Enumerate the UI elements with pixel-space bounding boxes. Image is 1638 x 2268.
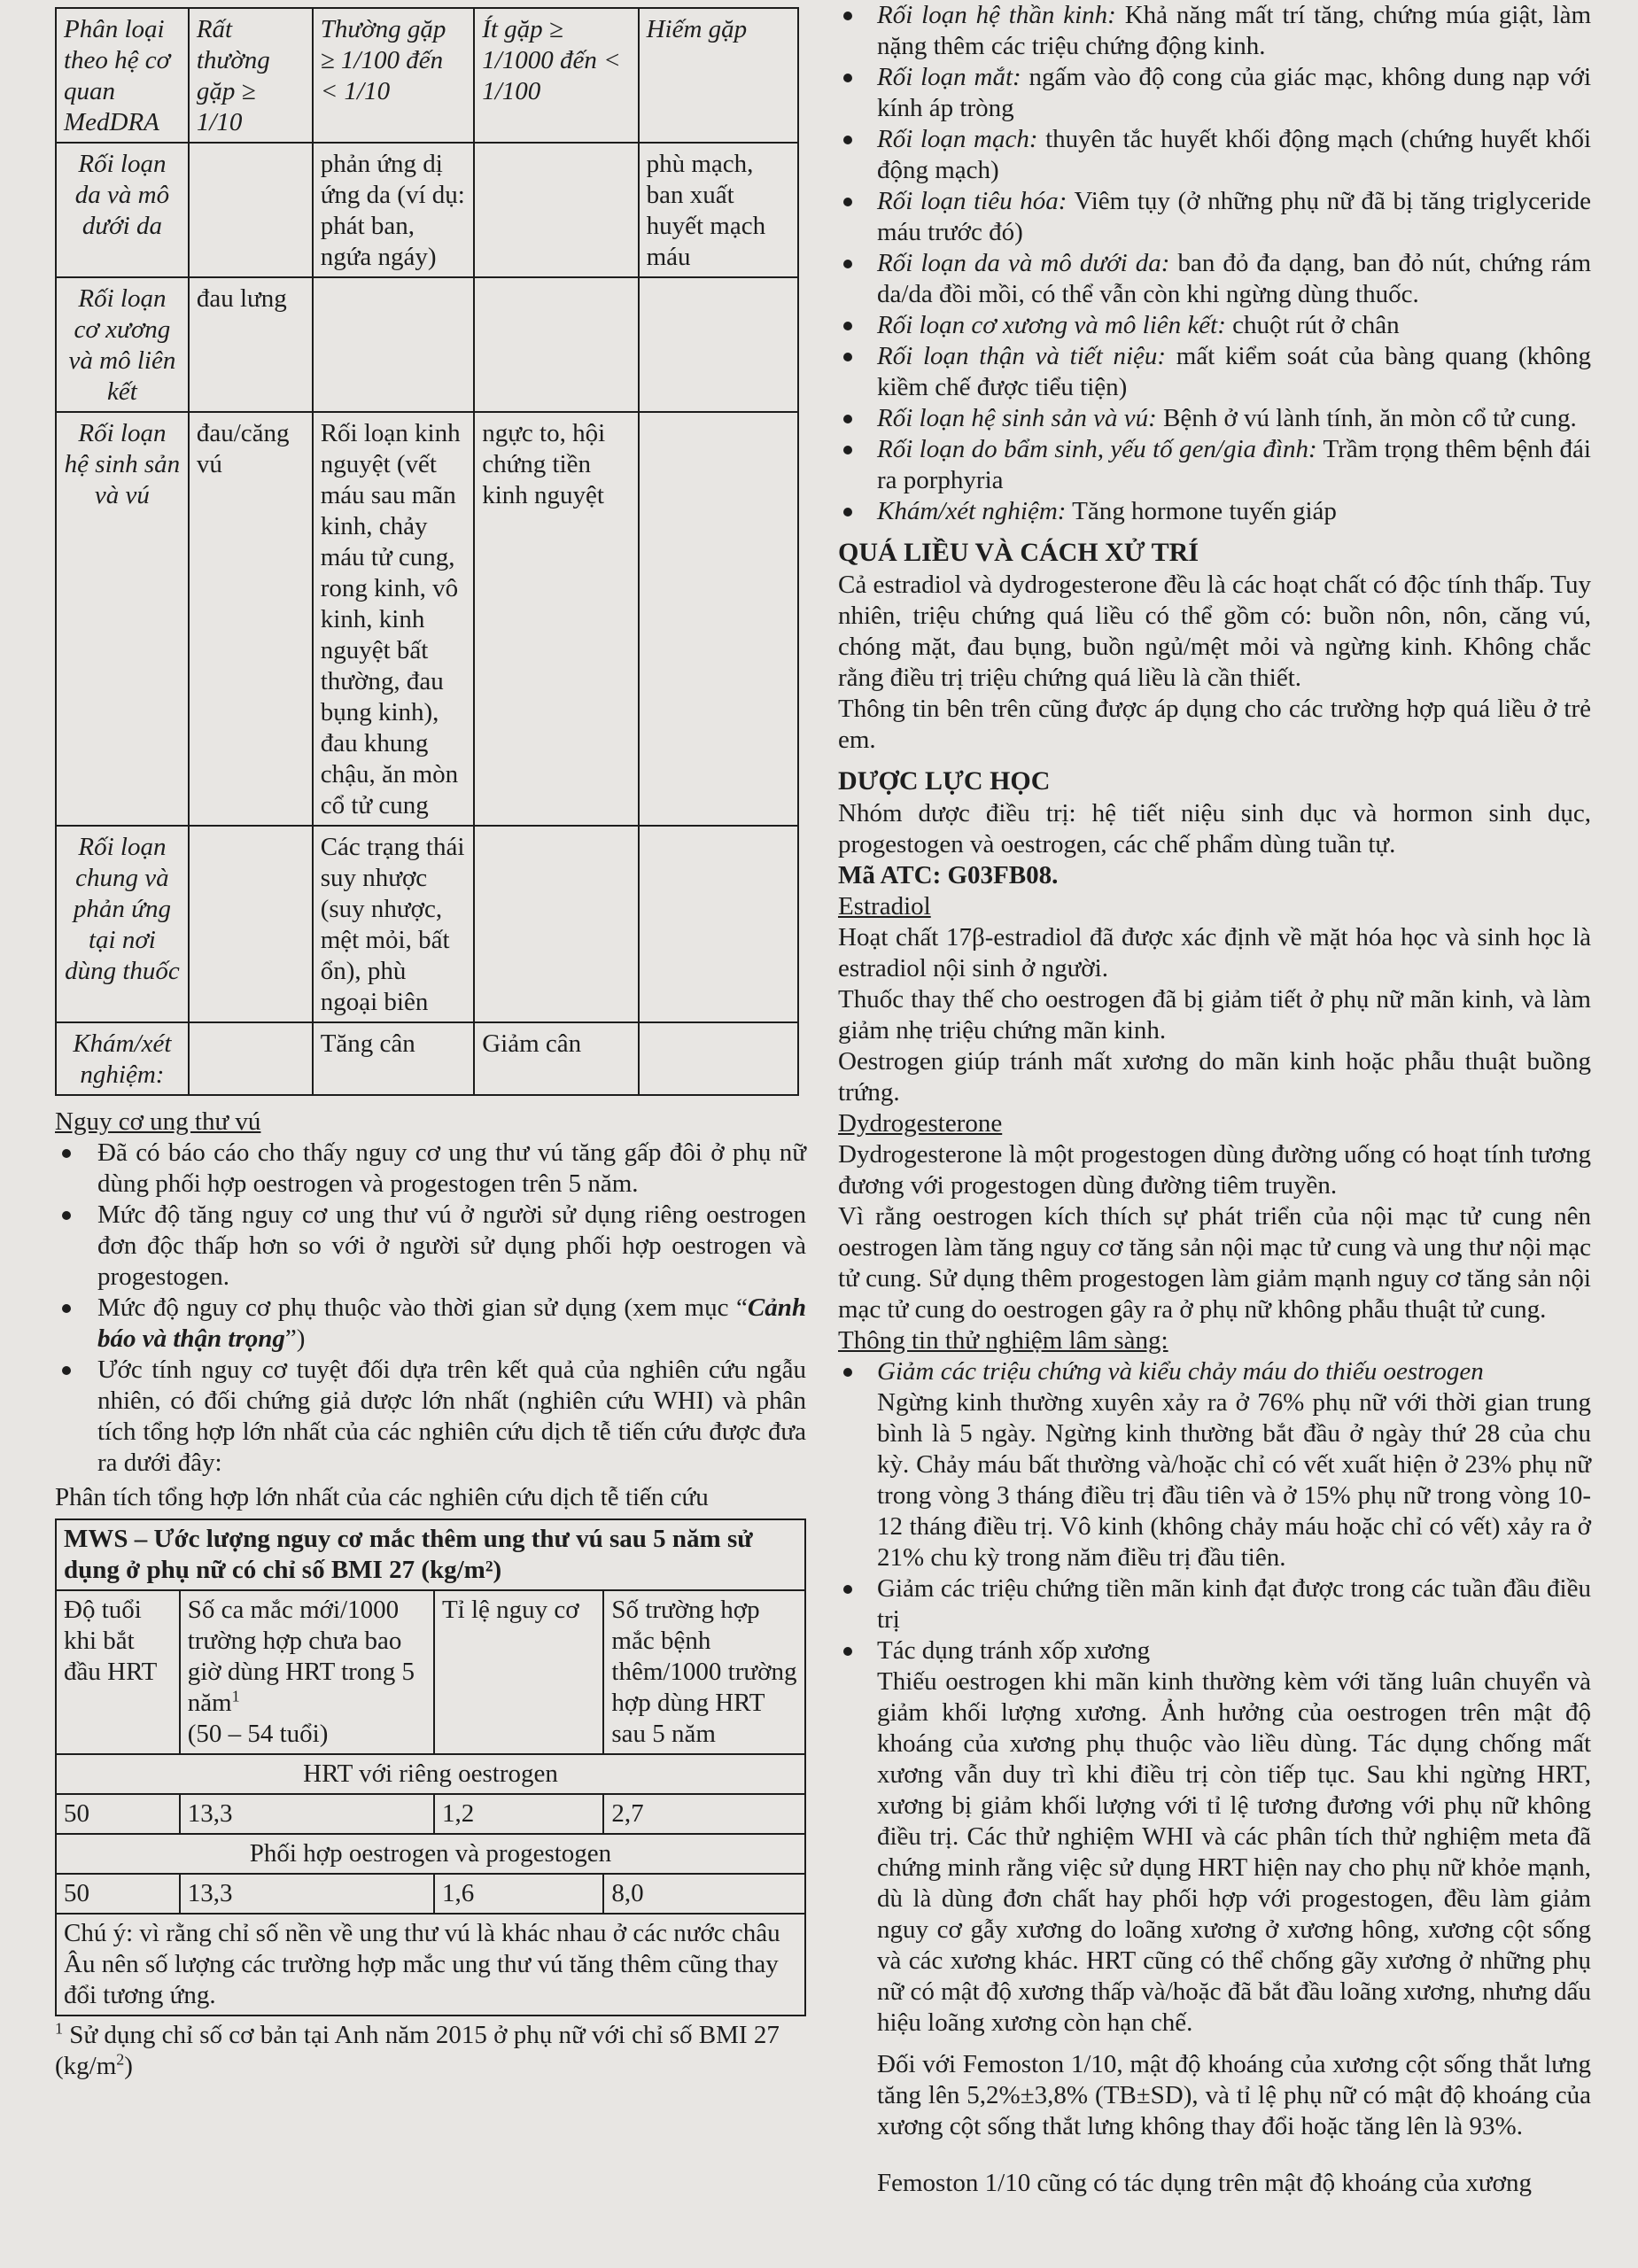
item-title: Tác dụng tránh xốp xương [877, 1636, 1151, 1665]
note-row [56, 1914, 805, 2016]
item-title: Giảm các triệu chứng tiền mãn kinh đạt được trong các tuần đầu điều trị [877, 1574, 1591, 1634]
table-cell: 2,7 [603, 1794, 805, 1834]
item-label: Rối loạn tiêu hóa: [877, 187, 1067, 215]
header-cell: Số trường hợp mắc bệnh thêm/1000 trường hợp dùng HRT sau 5 năm [603, 1590, 805, 1754]
table-cell: Giảm cân [474, 1022, 638, 1095]
group-row [56, 1834, 805, 1874]
estradiol-paragraph: Thuốc thay thế cho oestrogen đã bị giảm tiết ở phụ nữ mãn kinh, và làm giảm nhẹ triệu chứng mãn kinh. [838, 985, 1591, 1045]
list-item [838, 310, 1591, 341]
footnote-text: ) [124, 2052, 133, 2080]
list-item [838, 248, 1591, 310]
list-item [838, 186, 1591, 248]
footnote-ref: 1 [231, 1687, 240, 1705]
soc-cell: Rối loạn chung và phản ứng tại nơi dùng thuốc [56, 826, 189, 1022]
header-cell: Phân loại theo hệ cơ quan MedDRA [56, 8, 189, 143]
item-body: Thiếu oestrogen khi mãn kinh thường kèm với tăng luân chuyển và giảm khối lượng xương. Ảnh hưởng của oestrogen trên mật độ khoáng của xương phụ thuộc vào liều dùng. Tác dụng chống mất xương vẫn duy trì khi điều trị còn tiếp tục. Sau khi ngừng HRT, xương bị giảm khối lượng với tỉ lệ tương đương với phụ nữ không điều trị. Các thử nghiệm WHI và các phân tích thử nghiệm meta đã chứng minh rằng việc sử dụng HRT hiện nay cho phụ nữ khỏe mạnh, dù là dùng đơn chất hay phối hợp với progestogen, đều làm giảm nguy cơ gẫy xương do loãng xương ở xương hông, xương cột sống và các xương khác. HRT cũng có thể chống gãy xương ở những phụ nữ có mật độ xương thấp và/hoặc đã bắt đầu loãng xương, nhưng dấu hiệu loãng xương còn hạn chế. [877, 1667, 1591, 2037]
footnote-sup: 2 [116, 2050, 125, 2069]
table-cell [474, 143, 638, 277]
list-item [838, 62, 1591, 124]
list-item [838, 1635, 1591, 2039]
item-title: Giảm các triệu chứng và kiểu chảy máu do thiếu oestrogen [877, 1357, 1484, 1386]
list-item-text: ”) [284, 1324, 306, 1353]
meta-analysis-caption: Phân tích tổng hợp lớn nhất của các nghiên cứu dịch tễ tiến cứu [55, 1483, 709, 1511]
table-cell: 8,0 [603, 1874, 805, 1914]
table-cell: ngực to, hội chứng tiền kinh nguyệt [474, 412, 638, 826]
table-cell: 1,2 [434, 1794, 603, 1834]
footnote-text: Sử dụng chỉ số cơ bản tại Anh năm 2015 ở phụ nữ với chỉ số BMI 27 (kg/m [55, 2021, 780, 2080]
table-cell [189, 1022, 313, 1095]
soc-cell: Rối loạn da và mô dưới da [56, 143, 189, 277]
atc-code: Mã ATC: G03FB08. [838, 861, 1059, 889]
table-cell: Rối loạn kinh nguyệt (vết máu sau mãn kinh, chảy máu tử cung, rong kinh, vô kinh, kinh nguyệt bất thường, đau bụng kinh), đau khung chậu, ăn mòn cổ tử cung [313, 412, 474, 826]
table-cell [189, 826, 313, 1022]
item-label: Rối loạn thận và tiết niệu: [877, 342, 1167, 370]
list-item [838, 0, 1591, 62]
table-cell [639, 1022, 798, 1095]
table-row [56, 1794, 805, 1834]
estradiol-heading: Estradiol [838, 892, 931, 920]
therapeutic-group: Nhóm dược điều trị: hệ tiết niệu sinh dục và hormon sinh dục, progestogen và oestrogen, các chế phẩm dùng tuần tự. [838, 799, 1591, 858]
header-cell: Thường gặp ≥ 1/100 đến < 1/10 [313, 8, 474, 143]
table-row [56, 277, 798, 412]
table-cell: Các trạng thái suy nhược (suy nhược, mệt mỏi, bất ổn), phù ngoại biên [313, 826, 474, 1022]
header-cell: Ít gặp ≥ 1/1000 đến < 1/100 [474, 8, 638, 143]
breast-cancer-heading: Nguy cơ ung thư vú [55, 1107, 261, 1136]
table-title: MWS – Ước lượng nguy cơ mắc thêm ung thư vú sau 5 năm sử dụng ở phụ nữ có chỉ số BMI 27 (kg/m²) [56, 1519, 805, 1590]
item-text: Viêm tụy (ở những phụ nữ đã bị tăng triglyceride máu trước đó) [877, 187, 1591, 246]
dydrogesterone-heading: Dydrogesterone [838, 1109, 1003, 1138]
group-label: Phối hợp oestrogen và progestogen [56, 1834, 805, 1874]
list-item [838, 434, 1591, 496]
breast-cancer-list [55, 1138, 806, 1479]
table-note: Chú ý: vì rằng chỉ số nền về ung thư vú là khác nhau ở các nước châu Âu nên số lượng các trường hợp mắc ung thư vú tăng thêm cũng thay đổi tương ứng. [56, 1914, 805, 2016]
header-text: (50 – 54 tuổi) [187, 1720, 329, 1748]
list-item [838, 341, 1591, 403]
group-label: HRT với riêng oestrogen [56, 1754, 805, 1794]
list-item: Đã có báo cáo cho thấy nguy cơ ung thư vú tăng gấp đôi ở phụ nữ dùng phối hợp oestrogen và progestogen trên 5 năm. [55, 1138, 806, 1200]
overdose-paragraph: Thông tin bên trên cũng được áp dụng cho các trường hợp quá liều ở trẻ em. [838, 695, 1591, 754]
list-item: Mức độ tăng nguy cơ ung thư vú ở người sử dụng riêng oestrogen đơn độc thấp hơn so với ở người sử dụng phối hợp oestrogen và progestogen. [55, 1200, 806, 1293]
group-row [56, 1754, 805, 1794]
table-cell: Tăng cân [313, 1022, 474, 1095]
table-cell [189, 143, 313, 277]
item-text: Tăng hormone tuyến giáp [1066, 497, 1337, 525]
table-row [56, 412, 798, 826]
table-cell: đau/căng vú [189, 412, 313, 826]
table-cell: 13,3 [180, 1874, 434, 1914]
pharmacodynamics-heading: DƯỢC LỰC HỌC [838, 766, 1051, 796]
list-item [838, 1356, 1591, 1573]
table-row [56, 143, 798, 277]
item-body: Ngừng kinh thường xuyên xảy ra ở 76% phụ nữ với thời gian trung bình là 5 ngày. Ngừng kinh thường bắt đầu ở ngày thứ 28 của chu kỳ. Chảy máu bất thường và/hoặc chỉ có vết xuất hiện ở 23% phụ nữ trong vòng 3 tháng điều trị đầu tiên và ở 15% phụ nữ trong vòng 10-12 tháng điều trị. Vô kinh (không chảy máu hoặc chỉ có vết) xảy ra ở 21% chu kỳ trong năm điều trị đầu tiên. [877, 1388, 1591, 1572]
item-label: Rối loạn hệ sinh sản và vú: [877, 404, 1157, 432]
item-text: ban đỏ đa dạng, ban đỏ nút, chứng rám da/da đồi mồi, có thể vẫn còn khi ngừng dùng thuốc. [877, 249, 1592, 308]
dydrogesterone-paragraph: Vì rằng oestrogen kích thích sự phát triển của nội mạc tử cung nên oestrogen làm tăng nguy cơ tăng sản nội mạc tử cung và ung thư nội mạc tử cung. Sử dụng thêm progestogen làm giảm mạnh nguy cơ tăng sản nội mạc tử cung do oestrogen gây ra ở phụ nữ không phẫu thuật tử cung. [838, 1202, 1591, 1324]
header-cell: Độ tuổi khi bắt đầu HRT [56, 1590, 180, 1754]
adverse-effects-table [55, 7, 799, 1096]
adverse-effects-list [838, 0, 1591, 527]
header-cell: Tỉ lệ nguy cơ [434, 1590, 603, 1754]
table-cell [474, 826, 638, 1022]
soc-cell: Rối loạn cơ xương và mô liên kết [56, 277, 189, 412]
table-cell: phản ứng dị ứng da (ví dụ: phát ban, ngứa ngáy) [313, 143, 474, 277]
list-item-text: Mức độ nguy cơ phụ thuộc vào thời gian sử dụng (xem mục “ [97, 1293, 748, 1322]
table-cell: phù mạch, ban xuất huyết mạch máu [639, 143, 798, 277]
item-label: Rối loạn hệ thần kinh: [877, 1, 1116, 29]
footnote-mark: 1 [55, 2019, 63, 2038]
table-cell: 50 [56, 1874, 180, 1914]
table-title-row [56, 1519, 805, 1590]
table-cell [639, 412, 798, 826]
left-column [55, 7, 806, 2082]
table-row [56, 1022, 798, 1095]
estradiol-paragraph: Hoạt chất 17β-estradiol đã được xác định về mặt hóa học và sinh học là estradiol nội sinh ở người. [838, 923, 1591, 983]
bone-density-paragraph: Femoston 1/10 cũng có tác dụng trên mật độ khoáng của xương [877, 2169, 1532, 2197]
item-text: thuyên tắc huyết khối động mạch (chứng huyết khối động mạch) [877, 125, 1591, 184]
item-text: Khả năng mất trí tăng, chứng múa giật, làm nặng thêm các triệu chứng động kinh. [877, 1, 1592, 60]
table-cell: 1,6 [434, 1874, 603, 1914]
item-label: Rối loạn cơ xương và mô liên kết: [877, 311, 1226, 339]
table-cell: đau lưng [189, 277, 313, 412]
footnote [55, 2020, 806, 2082]
list-item [838, 496, 1591, 527]
item-label: Rối loạn mạch: [877, 125, 1038, 153]
list-item [55, 1293, 806, 1355]
item-text: chuột rút ở chân [1225, 311, 1400, 339]
header-cell: Rất thường gặp ≥ 1/10 [189, 8, 313, 143]
overdose-heading: QUÁ LIỀU VÀ CÁCH XỬ TRÍ [838, 538, 1199, 567]
item-label: Rối loạn mắt: [877, 63, 1021, 91]
cross-reference: Cảnh báo và thận trọng [97, 1293, 806, 1353]
list-item [838, 403, 1591, 434]
table-row [56, 826, 798, 1022]
table-cell [639, 277, 798, 412]
list-item [838, 1573, 1591, 1635]
right-column [838, 0, 1591, 2225]
clinical-trial-heading: Thông tin thử nghiệm lâm sàng: [838, 1326, 1168, 1355]
table-row [56, 1874, 805, 1914]
table-header-row [56, 8, 798, 143]
item-label: Rối loạn da và mô dưới da: [877, 249, 1170, 277]
list-item: Ước tính nguy cơ tuyệt đối dựa trên kết quả của nghiên cứu ngẫu nhiên, có đối chứng giả dược lớn nhất (nghiên cứu WHI) và phân tích tổng hợp lớn nhất của các nghiên cứu dịch tễ tiến cứu được đưa ra dưới đây: [55, 1355, 806, 1479]
table-cell [313, 277, 474, 412]
mws-table [55, 1518, 806, 2016]
header-text: Số ca mắc mới/1000 trường hợp chưa bao giờ dùng HRT trong 5 năm [187, 1596, 415, 1717]
item-text: ngấm vào độ cong của giác mạc, không dung nạp với kính áp tròng [877, 63, 1591, 122]
soc-cell: Khám/xét nghiệm: [56, 1022, 189, 1095]
overdose-paragraph: Cả estradiol và dydrogesterone đều là các hoạt chất có độc tính thấp. Tuy nhiên, triệu chứng quá liều có thể gồm có: buồn nôn, nôn, căng vú, chóng mặt, đau bụng, buồn ngủ/mệt mỏi và ngừng kinh. Không chắc rằng điều trị triệu chứng quá liều là cần thiết. [838, 571, 1591, 692]
clinical-trial-list [838, 1356, 1591, 2039]
item-text: Bệnh ở vú lành tính, ăn mòn cổ tử cung. [1156, 404, 1577, 432]
item-text: mất kiểm soát của bàng quang (không kiềm chế được tiểu tiện) [877, 342, 1591, 401]
item-text: Trầm trọng thêm bệnh đái ra porphyria [877, 435, 1591, 494]
table-header-row [56, 1590, 805, 1754]
list-item [838, 124, 1591, 186]
estradiol-paragraph: Oestrogen giúp tránh mất xương do mãn kinh hoặc phẫu thuật buồng trứng. [838, 1047, 1591, 1107]
item-label: Rối loạn do bẩm sinh, yếu tố gen/gia đình: [877, 435, 1317, 463]
soc-cell: Rối loạn hệ sinh sản và vú [56, 412, 189, 826]
header-cell [180, 1590, 434, 1754]
table-cell: 50 [56, 1794, 180, 1834]
table-cell [639, 826, 798, 1022]
bone-density-paragraph: Đối với Femoston 1/10, mật độ khoáng của xương cột sống thắt lưng tăng lên 5,2%±3,8% (TB±SD), và tỉ lệ phụ nữ có mật độ khoáng của xương cột sống thắt lưng không thay đổi hoặc tăng lên là 93%. [877, 2050, 1591, 2140]
header-cell: Hiếm gặp [639, 8, 798, 143]
table-cell [474, 277, 638, 412]
item-label: Khám/xét nghiệm: [877, 497, 1067, 525]
table-cell: 13,3 [180, 1794, 434, 1834]
dydrogesterone-paragraph: Dydrogesterone là một progestogen dùng đường uống có hoạt tính tương đương với progestogen dùng đường tiêm truyền. [838, 1140, 1591, 1200]
